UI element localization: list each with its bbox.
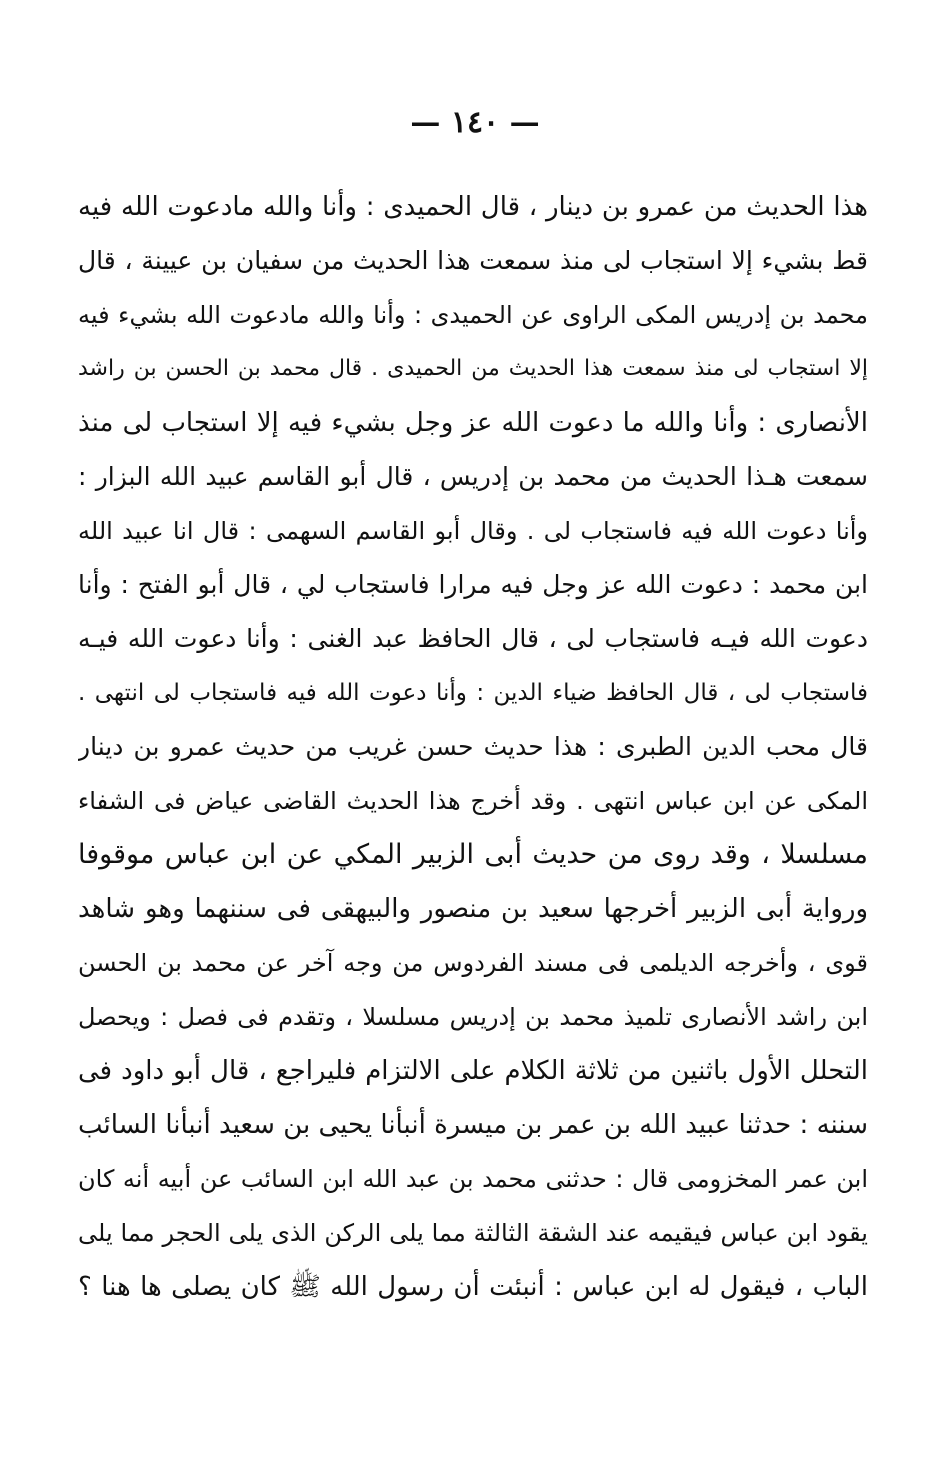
page-number: — ١٤٠ —: [410, 105, 540, 140]
body-text: [78, 180, 868, 1314]
text-line-16: ابن راشد الأنصارى تلميذ محمد بن إدريس مسلسلا ، وتقدم فى فصل : ويحصل: [78, 1003, 868, 1031]
text-line-9: دعوت الله فيـه فاستجاب لى ، قال الحافظ عبد الغنى : وأنا دعوت الله فيـه: [78, 624, 868, 653]
text-line-4: إلا استجاب لى منذ سمعت هذا الحديث من الحميدى . قال محمد بن الحسن بن راشد: [78, 356, 868, 381]
text-line-2: قط بشيء إلا استجاب لى منذ سمعت هذا الحديث من سفيان بن عيينة ، قال: [78, 246, 868, 275]
text-line-5: الأنصارى : وأنا والله ما دعوت الله عز وجل بشيء فيه إلا استجاب لى منذ: [78, 408, 868, 438]
text-line-13: مسلسلا ، وقد روى من حديث أبى الزبير المكي عن ابن عباس موقوفا: [78, 839, 868, 870]
text-line-12: المكى عن ابن عباس انتهى . وقد أخرج هذا الحديث القاضى عياض فى الشفاء: [78, 787, 868, 815]
text-line-20: يقود ابن عباس فيقيمه عند الشقة الثالثة مما يلى الركن الذى يلى الحجر مما يلى: [78, 1219, 868, 1247]
text-line-3: محمد بن إدريس المكى الراوى عن الحميدى : وأنا والله مادعوت الله بشيء فيه: [78, 301, 868, 329]
text-line-11: قال محب الدين الطبرى : هذا حديث حسن غريب من حديث عمرو بن دينار: [78, 732, 868, 761]
text-line-1: هذا الحديث من عمرو بن دينار ، قال الحميدى : وأنا والله مادعوت الله فيه: [78, 192, 868, 222]
text-line-8: ابن محمد : دعوت الله عز وجل فيه مرارا فاستجاب لي ، قال أبو الفتح : وأنا: [78, 570, 868, 599]
text-line-18: سننه : حدثنا عبيد الله بن عمر بن ميسرة أنبأنا يحيى بن سعيد أنبأنا السائب: [78, 1110, 868, 1140]
text-line-6: سمعت هـذا الحديث من محمد بن إدريس ، قال أبو القاسم عبيد الله البزار :: [78, 462, 868, 491]
text-line-10: فاستجاب لى ، قال الحافظ ضياء الدين : وأنا دعوت الله فيه فاستجاب لى انتهى .: [78, 680, 868, 706]
text-line-7: وأنا دعوت الله فيه فاستجاب لى . وقال أبو القاسم السهمى : قال انا عبيد الله: [78, 517, 868, 545]
text-line-19: ابن عمر المخزومى قال : حدثنى محمد بن عبد الله ابن السائب عن أبيه أنه كان: [78, 1165, 868, 1193]
text-line-17: التحلل الأول باثنين من ثلاثة الكلام على الالتزام فليراجع ، قال أبو داود فى: [78, 1056, 868, 1086]
text-line-15: قوى ، وأخرجه الديلمى فى مسند الفردوس من وجه آخر عن محمد بن الحسن: [78, 949, 868, 977]
text-line-14: ورواية أبى الزبير أخرجها سعيد بن منصور والبيهقى فى سننهما وهو شاهد: [78, 894, 868, 924]
text-line-21: الباب ، فيقول له ابن عباس : أنبئت أن رسول الله ﷺ كان يصلى ها هنا ؟: [78, 1272, 868, 1302]
